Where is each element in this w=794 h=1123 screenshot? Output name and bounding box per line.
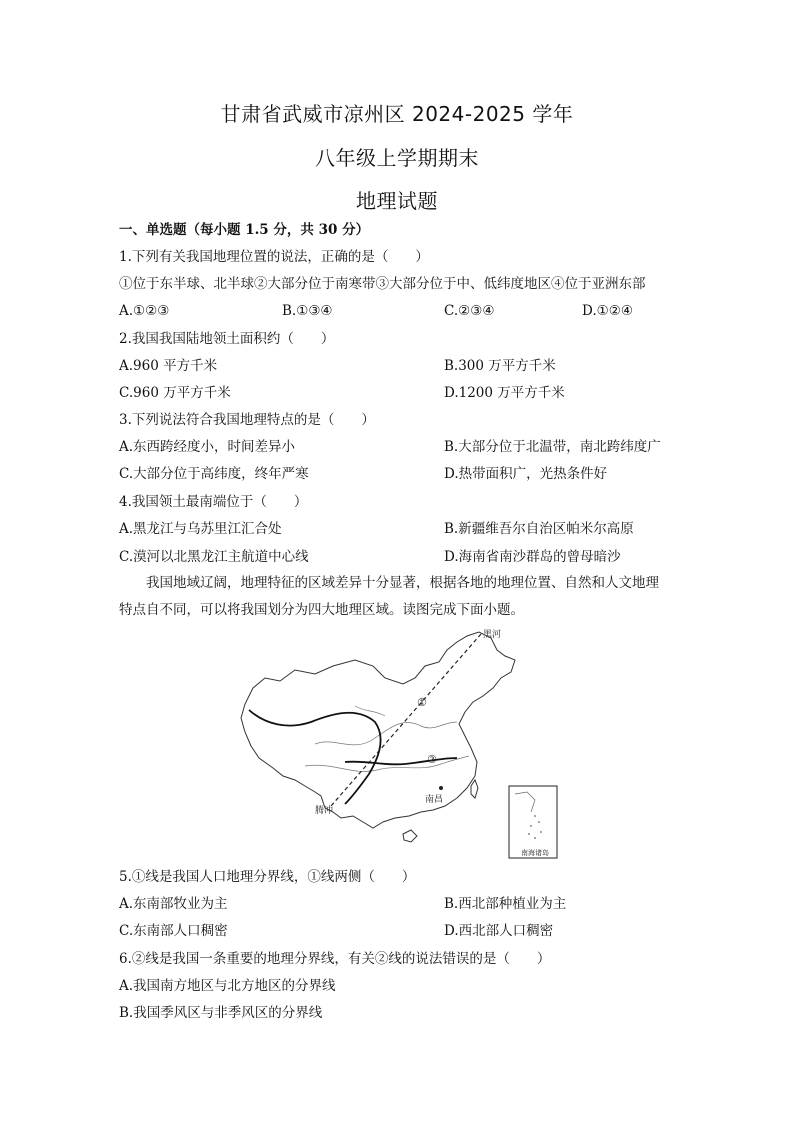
question-3-option-a: A.东西跨经度小，时间差异小: [119, 439, 296, 455]
hainan-island: [403, 830, 417, 842]
question-2-stem: 2.我国我国陆地领土面积约（ ）: [119, 331, 335, 347]
section-heading: 一、单选题（每小题 1.5 分，共 30 分）: [119, 222, 370, 238]
tengchong-label: 腾冲: [315, 806, 334, 816]
inset-label: 南海诸岛: [521, 849, 549, 857]
question-1-option-c: C.②③④: [444, 303, 495, 319]
nanchang-marker: [439, 786, 443, 790]
china-map-figure: [235, 626, 560, 861]
question-3-option-d: D.热带面积广，光热条件好: [444, 466, 608, 482]
question-5-option-d: D.西北部人口稠密: [444, 923, 554, 939]
region-boundary-line: [249, 710, 381, 804]
question-6-option-a: A.我国南方地区与北方地区的分界线: [119, 978, 336, 994]
question-2-option-b: B.300 万平方千米: [444, 358, 556, 374]
question-2-option-c: C.960 万平方千米: [119, 385, 231, 401]
question-2-option-d: D.1200 万平方千米: [444, 385, 565, 401]
question-4-option-d: D.海南省南沙群岛的曾母暗沙: [444, 549, 621, 565]
question-5-option-c: C.东南部人口稠密: [119, 923, 228, 939]
question-4-option-c: C.漠河以北黑龙江主航道中心线: [119, 549, 309, 565]
question-1-option-a: A.①②③: [119, 303, 170, 319]
taiwan-island: [471, 780, 478, 798]
question-3-stem: 3.下列说法符合我国地理特点的是（ ）: [119, 412, 375, 428]
china-outline: [241, 632, 515, 828]
question-5-option-a: A.东南部牧业为主: [119, 896, 228, 912]
question-4-stem: 4.我国领土最南端位于（ ）: [119, 494, 308, 510]
question-2-option-a: A.960 平方千米: [119, 358, 218, 374]
nanchang-label: 南昌: [425, 795, 444, 805]
question-1-statements: ①位于东半球、北半球②大部分位于南寒带③大部分位于中、低纬度地区④位于亚洲东部: [119, 276, 646, 292]
line-2-label: ②: [427, 753, 437, 766]
question-6-option-b: B.我国季风区与非季风区的分界线: [119, 1005, 323, 1021]
reading-passage: 我国地域辽阔，地理特征的区域差异十分显著，根据各地的地理位置、自然和人文地理特点自不同，可以将我国划分为四大地理区域。读图完成下面小题。: [119, 575, 659, 618]
question-4-option-a: A.黑龙江与乌苏里江汇合处: [119, 521, 282, 537]
question-1-option-d: D.①②④: [582, 303, 633, 319]
heihe-tengchong-line: [331, 634, 481, 806]
page-title-line2: 八年级上学期期末: [315, 146, 479, 170]
heihe-label: 黑河: [483, 630, 502, 640]
page-title-line1: 甘肃省武威市凉州区 2024-2025 学年: [220, 102, 574, 126]
line-1-label: ①: [417, 696, 427, 709]
question-3-option-b: B.大部分位于北温带，南北跨纬度广: [444, 439, 661, 455]
question-5-stem: 5.①线是我国人口地理分界线，①线两侧（ ）: [119, 869, 416, 885]
question-1-option-b: B.①③④: [282, 303, 333, 319]
yellow-river: [315, 722, 457, 745]
question-1-stem: 1.下列有关我国地理位置的说法，正确的是（ ）: [119, 249, 429, 265]
page-title-line3: 地理试题: [356, 189, 438, 213]
question-4-option-b: B.新疆维吾尔自治区帕米尔高原: [444, 521, 634, 537]
question-3-option-c: C.大部分位于高纬度，终年严寒: [119, 466, 309, 482]
question-5-option-b: B.西北部种植业为主: [444, 896, 567, 912]
qinling-huaihe-line: [345, 758, 457, 764]
south-china-sea-inset: [509, 786, 557, 858]
question-6-stem: 6.②线是我国一条重要的地理分界线，有关②线的说法错误的是（ ）: [119, 951, 551, 967]
